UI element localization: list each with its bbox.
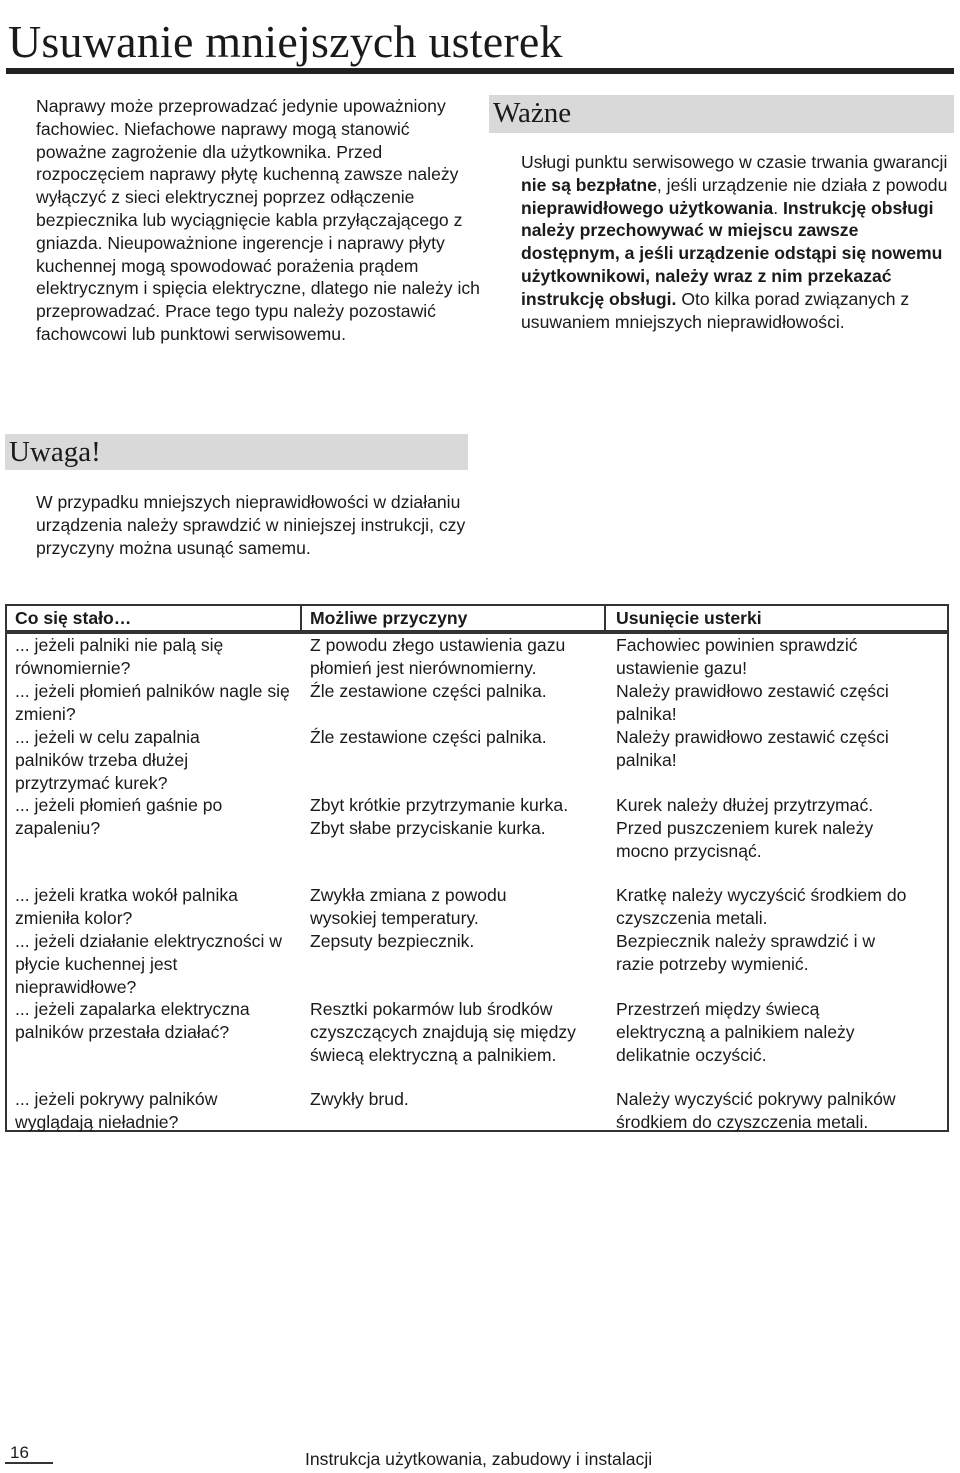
- table-cell-cause: Zwykła zmiana z powodu wysokiej temperatury.: [310, 885, 507, 928]
- table-cell-cause: Resztki pokarmów lub środków czyszczących znajdują się między świecą elektryczną a palnikiem.: [310, 999, 576, 1065]
- header-divider: [604, 606, 606, 630]
- table-cell-remedy: Kurek należy dłużej przytrzymać. Przed puszczeniem kurek należy mocno przycisnąć.: [616, 795, 874, 861]
- important-bold-1: nie są bezpłatne: [521, 174, 657, 195]
- table-cell-cause: Zepsuty bezpiecznik.: [310, 931, 475, 951]
- table-header-cause: Możliwe przyczyny: [310, 608, 468, 628]
- table-cell-remedy: Przestrzeń między świecą elektryczną a palnikiem należy delikatnie oczyścić.: [616, 999, 855, 1065]
- warning-paragraph: W przypadku mniejszych nieprawidłowości w działaniu urządzenia należy sprawdzić w niniejszej instrukcji, czy przyczyny można usunąć samemu.: [36, 492, 466, 558]
- table-cell-problem: ... jeżeli płomień gaśnie po zapaleniu?: [15, 795, 223, 838]
- table-cell-remedy: Należy wyczyścić pokrywy palników środkiem do czyszczenia metali.: [616, 1089, 896, 1132]
- table-cell-cause: Źle zestawione części palnika.: [310, 727, 547, 747]
- table-cell-problem: ... jeżeli płomień palników nagle się zmieni?: [15, 681, 290, 724]
- table-cell-remedy: Bezpiecznik należy sprawdzić i w razie potrzeby wymienić.: [616, 931, 876, 974]
- table-cell-problem: ... jeżeli palniki nie palą się równomiernie?: [15, 635, 224, 678]
- page-title: Usuwanie mniejszych usterek: [8, 16, 563, 67]
- table-cell-problem: ... jeżeli kratka wokół palnika zmieniła kolor?: [15, 885, 238, 928]
- warning-heading: Uwaga!: [5, 434, 468, 470]
- footer-divider: [5, 1462, 53, 1464]
- important-heading: Ważne: [489, 95, 954, 133]
- table-cell-remedy: Należy prawidłowo zestawić części palnika!: [616, 681, 889, 724]
- important-paragraph: [521, 151, 951, 333]
- important-text-4: Oto kilka porad związanych z usuwaniem mniejszych nieprawidłowości.: [521, 288, 910, 332]
- important-bold-3: Instrukcję obsługi należy przechowywać w miejscu zawsze dostępnym, a jeśli urządzenie odstąpi się nowemu użytkownikowi, należy wraz z nim przekazać instrukcję obsługi.: [521, 197, 943, 309]
- header-divider: [300, 606, 302, 630]
- repair-notice-paragraph: Naprawy może przeprowadzać jedynie upoważniony fachowiec. Niefachowe naprawy mogą stanowić poważne zagrożenie dla użytkownika. Przed rozpoczęciem naprawy płytę kuchenną zawsze należy wyłączyć z sieci elektrycznej poprzez odłączenie bezpiecznika lub wyciągnięcie kabla przyłączającego z gniazda. Nieupoważnione ingerencje i naprawy płyty kuchennej mogą spowodować porażenia prądem elektrycznym i spięcia elektryczne, dlatego nie należy ich przeprowadzać. Prace tego typu należy pozostawić fachowcowi lub punktowi serwisowemu.: [36, 96, 480, 344]
- table-cell-cause: Zbyt krótkie przytrzymanie kurka. Zbyt słabe przyciskanie kurka.: [310, 795, 569, 838]
- table-cell-cause: Z powodu złego ustawienia gazu płomień jest nierównomierny.: [310, 635, 566, 678]
- table-cell-problem: ... jeżeli w celu zapalnia palników trzeba dłużej przytrzymać kurek?: [15, 727, 200, 793]
- footer-title: Instrukcja użytkowania, zabudowy i instalacji: [305, 1449, 653, 1469]
- table-header-problem: Co się stało…: [15, 608, 132, 628]
- table-cell-cause: Źle zestawione części palnika.: [310, 681, 547, 701]
- table-header-remedy: Usunięcie usterki: [616, 608, 762, 628]
- title-divider: [6, 68, 954, 74]
- troubleshooting-table: [5, 604, 949, 1132]
- table-cell-cause: Zwykły brud.: [310, 1089, 409, 1109]
- table-cell-remedy: Należy prawidłowo zestawić części palnika!: [616, 727, 889, 770]
- important-text-3: .: [773, 197, 783, 218]
- important-bold-2: nieprawidłowego użytkowania: [521, 197, 774, 218]
- important-text-1: Usługi punktu serwisowego w czasie trwania gwarancji: [521, 152, 948, 172]
- important-text-2: , jeśli urządzenie nie działa z powodu: [656, 174, 948, 195]
- table-cell-problem: ... jeżeli pokrywy palników wyglądają nieładnie?: [15, 1089, 218, 1132]
- table-cell-problem: ... jeżeli zapalarka elektryczna palników przestała działać?: [15, 999, 250, 1042]
- page-number: 16: [10, 1443, 29, 1462]
- table-cell-remedy: Kratkę należy wyczyścić środkiem do czyszczenia metali.: [616, 885, 907, 928]
- table-cell-problem: ... jeżeli działanie elektryczności w płycie kuchennej jest nieprawidłowe?: [15, 931, 282, 997]
- table-cell-remedy: Fachowiec powinien sprawdzić ustawienie gazu!: [616, 635, 858, 678]
